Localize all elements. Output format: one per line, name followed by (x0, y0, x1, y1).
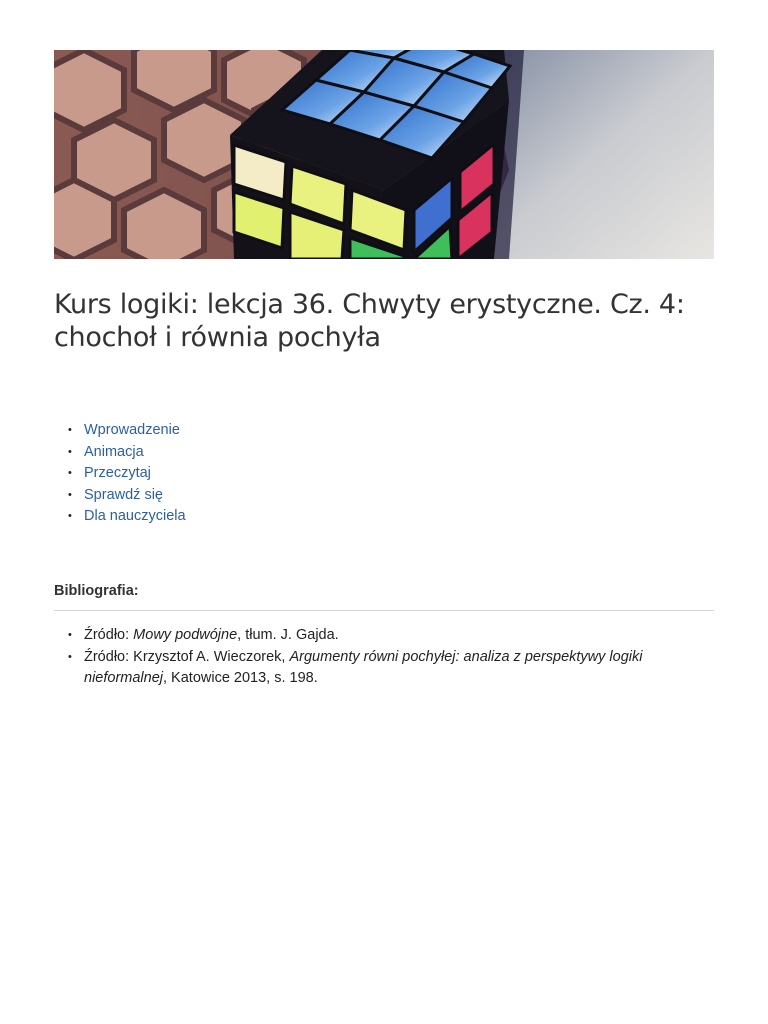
bibliography-list (54, 625, 714, 690)
toc-link-sprawdz-sie[interactable]: Sprawdź się (84, 486, 163, 503)
entry-prefix: Źródło: Krzysztof A. Wieczorek, (84, 648, 290, 665)
bibliography-heading: Bibliografia: (54, 583, 139, 599)
table-of-contents (54, 420, 186, 528)
entry-title: Argumenty równi pochyłej: analiza z perspektywy logiki nieformalnej (84, 648, 643, 687)
bibliography-entry (84, 625, 714, 647)
toc-item (84, 463, 186, 485)
entry-title: Mowy podwójne (133, 627, 238, 643)
toc-item (84, 420, 186, 442)
toc-item (84, 485, 186, 507)
toc-link-przeczytaj[interactable]: Przeczytaj (84, 465, 151, 482)
toc-item (84, 506, 186, 528)
entry-suffix: , tłum. J. Gajda. (237, 627, 339, 643)
toc-link-dla-nauczyciela[interactable]: Dla nauczyciela (84, 508, 186, 525)
toc-link-wprowadzenie[interactable]: Wprowadzenie (84, 422, 180, 438)
toc-link-animacja[interactable]: Animacja (84, 443, 144, 460)
entry-suffix: , Katowice 2013, s. 198. (163, 670, 318, 687)
divider (54, 610, 714, 611)
banner-image (54, 50, 714, 259)
toc-item (84, 442, 186, 464)
entry-prefix: Źródło: (84, 627, 134, 643)
page-title: Kurs logiki: lekcja 36. Chwyty erystyczne. Cz. 4: chochoł i równia pochyła (54, 289, 685, 353)
bibliography-entry (84, 647, 714, 690)
